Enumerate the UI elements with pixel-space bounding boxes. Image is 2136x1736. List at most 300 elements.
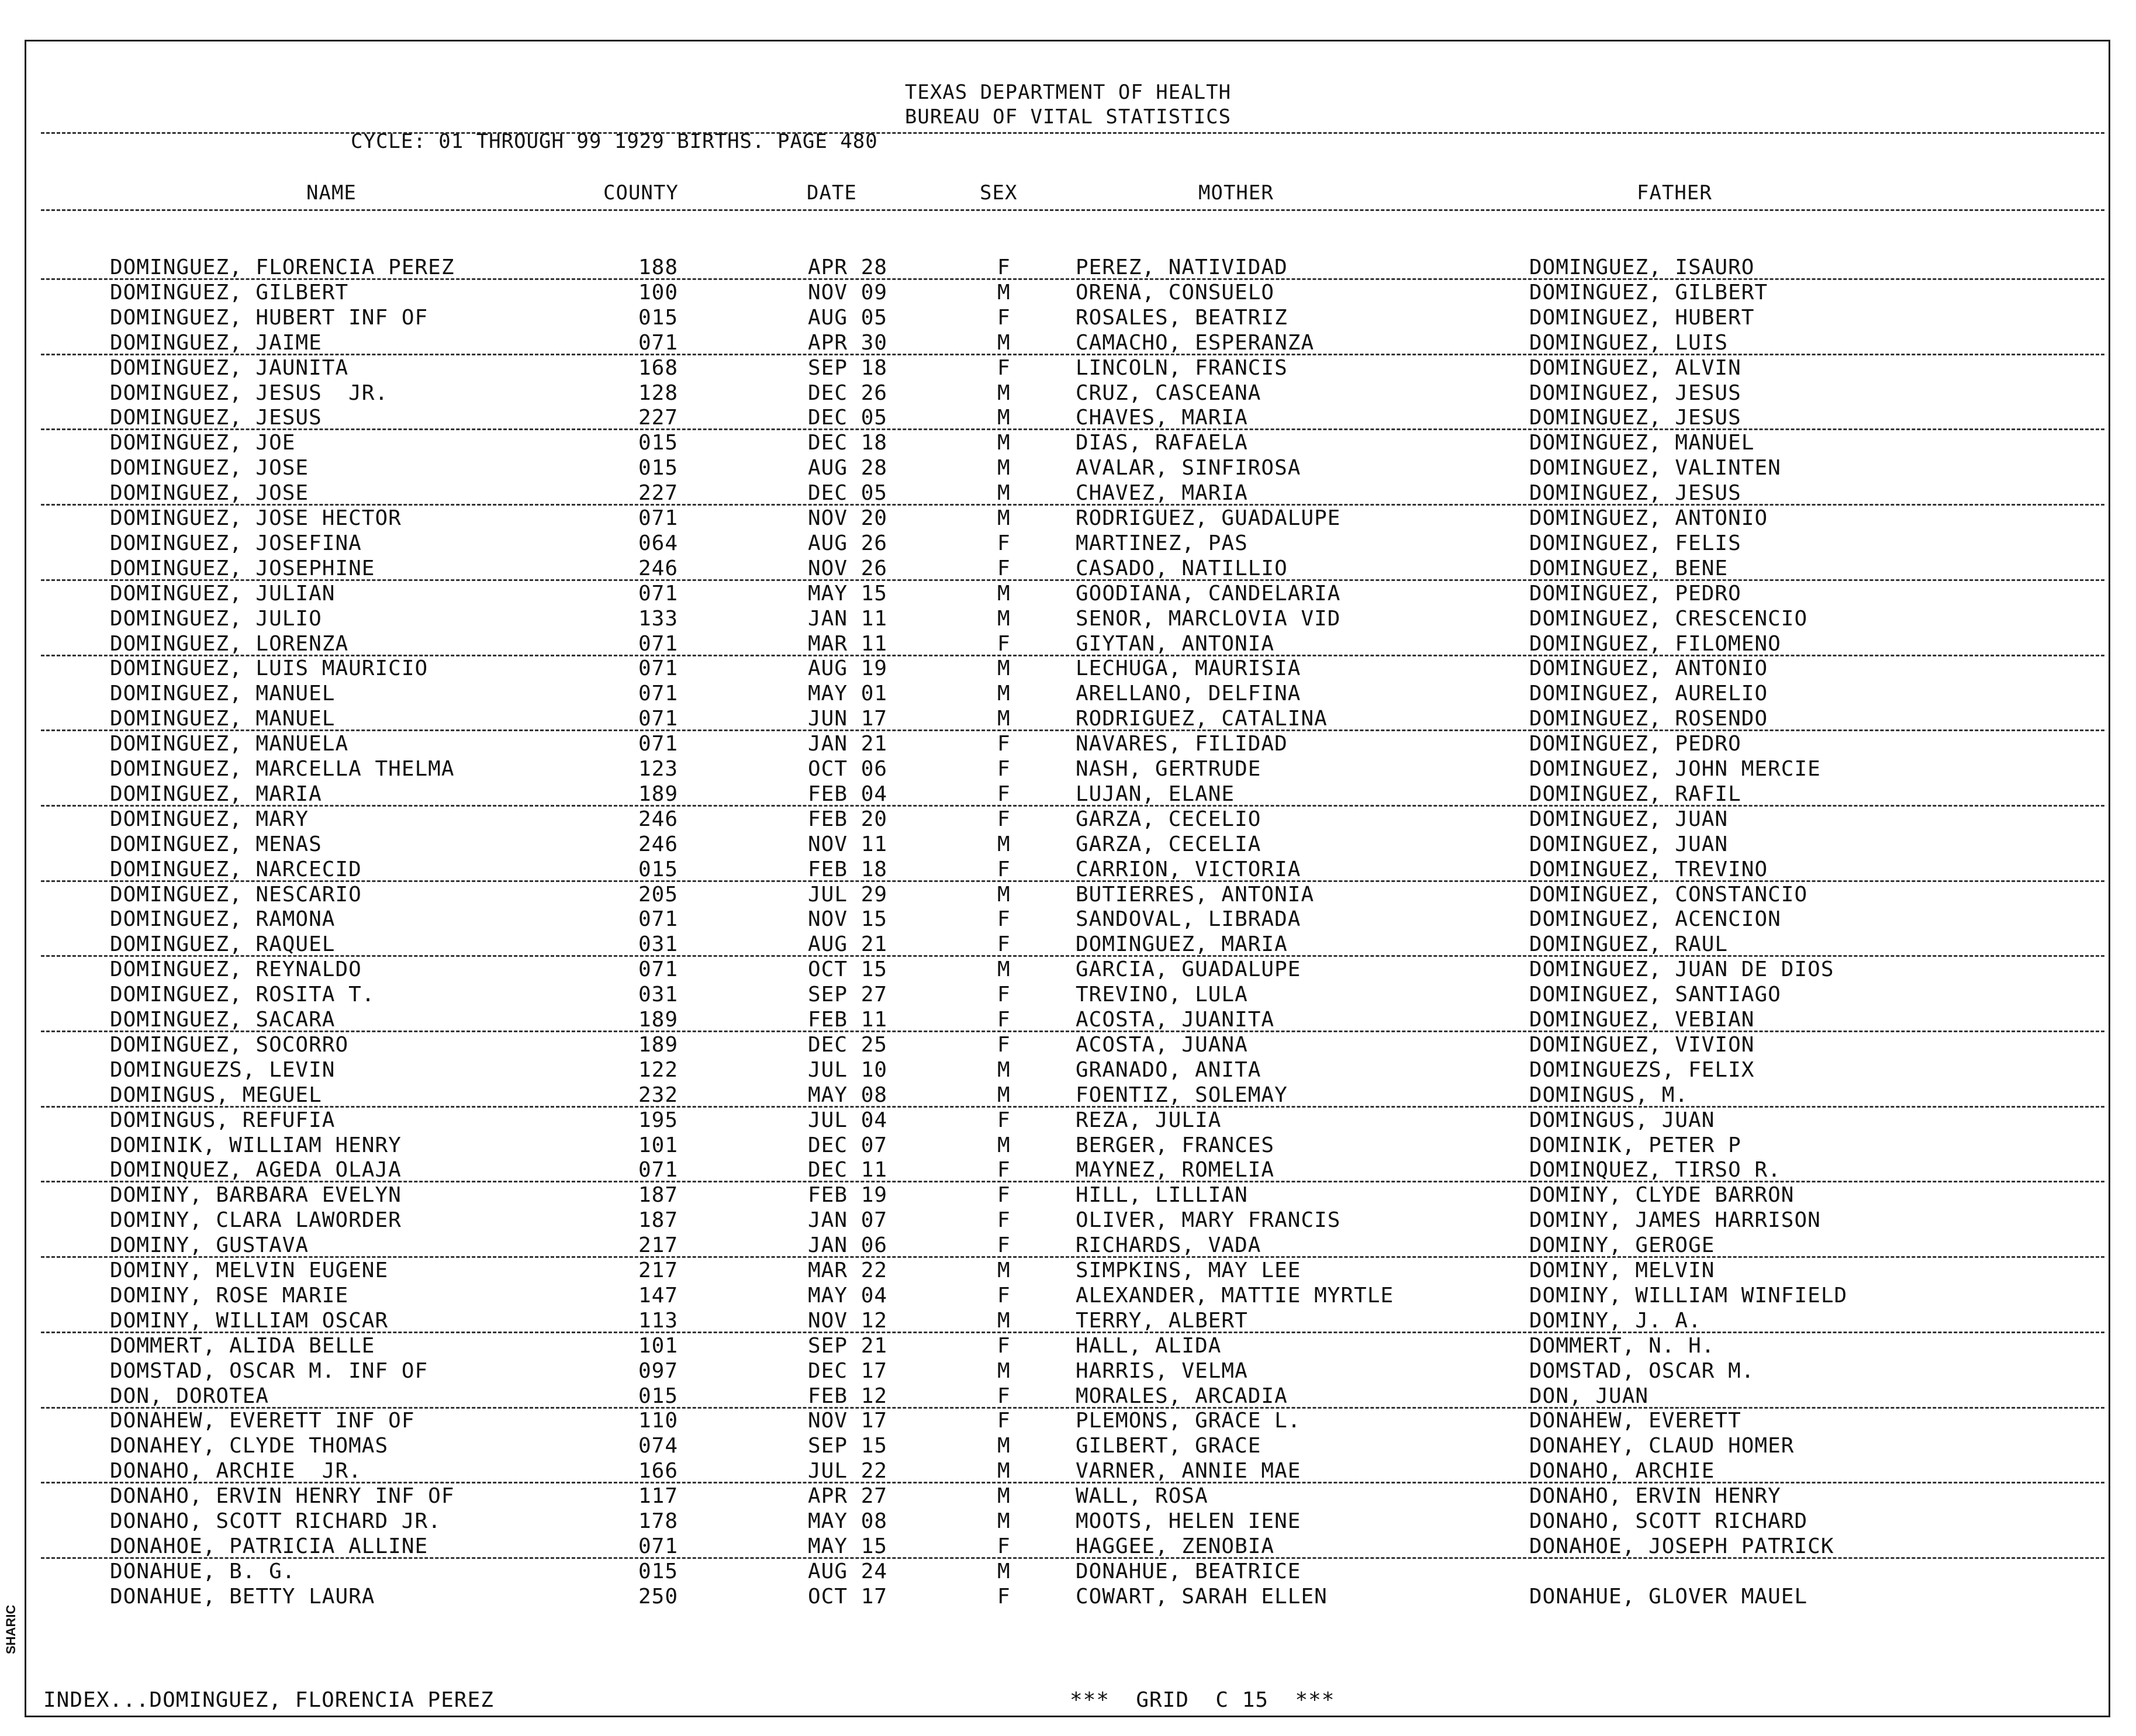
record-date: AUG 05 (808, 305, 888, 330)
record-county: 178 (638, 1509, 679, 1533)
record-mother: CHAVEZ, MARIA (1076, 481, 1248, 506)
record-sex: F (997, 932, 1011, 957)
row-group-rule (41, 354, 2104, 355)
record-date: JAN 21 (808, 732, 888, 756)
record-sex: M (997, 957, 1011, 982)
row-group-rule (41, 579, 2104, 581)
record-sex: F (997, 1333, 1011, 1358)
record-name: DOMINGUEZ, MANUELA (110, 732, 349, 756)
record-name: DOMINGUEZ, JOSEFINA (110, 531, 362, 555)
record-date: MAR 11 (808, 631, 888, 656)
record-mother: HILL, LILLIAN (1076, 1183, 1248, 1208)
record-name: DOMINGUEZ, SOCORRO (110, 1032, 349, 1057)
record-father: DONAHO, SCOTT RICHARD (1529, 1509, 1808, 1533)
record-father: DONAHOE, JOSEPH PATRICK (1529, 1534, 1834, 1558)
index-line: INDEX...DOMINGUEZ, FLORENCIA PEREZ (43, 1688, 494, 1712)
record-father: DOMINGUEZ, FELIS (1529, 531, 1741, 555)
record-county: 189 (638, 1032, 679, 1057)
record-name: DOMINGUEZ, JOE (110, 431, 296, 455)
record-county: 015 (638, 1384, 679, 1408)
record-mother: ACOSTA, JUANA (1076, 1032, 1248, 1057)
record-county: 015 (638, 305, 679, 330)
record-mother: CARRION, VICTORIA (1076, 857, 1301, 881)
record-father: DOMINY, GEROGE (1529, 1233, 1715, 1258)
record-sex: F (997, 757, 1011, 781)
record-father: DOMINGUEZ, JESUS (1529, 381, 1741, 405)
record-father: DOMINGUEZ, LUIS (1529, 330, 1729, 355)
record-father: DONAHEY, CLAUD HOMER (1529, 1434, 1795, 1458)
record-name: DOMINGUEZ, JOSEPHINE (110, 556, 375, 580)
record-date: MAY 15 (808, 1534, 888, 1558)
record-mother: RODRIGUEZ, CATALINA (1076, 707, 1328, 731)
record-mother: SENOR, MARCLOVIA VID (1076, 606, 1341, 631)
record-county: 071 (638, 506, 679, 530)
record-father: DOMINGUEZ, JOHN MERCIE (1529, 757, 1821, 781)
record-name: DOMINGUS, REFUFIA (110, 1108, 336, 1132)
col-header-mother: MOTHER (1198, 181, 1274, 205)
record-mother: GOODIANA, CANDELARIA (1076, 581, 1341, 606)
record-mother: LINCOLN, FRANCIS (1076, 355, 1288, 380)
bureau-title: BUREAU OF VITAL STATISTICS (904, 105, 1232, 129)
record-county: 071 (638, 682, 679, 706)
record-father: DONAHO, ARCHIE (1529, 1459, 1715, 1483)
col-header-name: NAME (306, 181, 357, 205)
record-county: 071 (638, 581, 679, 606)
record-county: 031 (638, 932, 679, 957)
record-date: JUL 10 (808, 1057, 888, 1082)
record-sex: M (997, 481, 1011, 506)
record-father: DOMINY, J. A. (1529, 1308, 1702, 1333)
record-father: DOMINGUEZ, FILOMENO (1529, 631, 1781, 656)
record-name: DOMINY, MELVIN EUGENE (110, 1258, 389, 1282)
record-sex: M (997, 381, 1011, 405)
row-group-rule (41, 955, 2104, 957)
record-date: SEP 15 (808, 1434, 888, 1458)
record-mother: HALL, ALIDA (1076, 1333, 1222, 1358)
record-father: DOMINY, CLYDE BARRON (1529, 1183, 1795, 1208)
record-county: 071 (638, 631, 679, 656)
record-mother: DIAS, RAFAELA (1076, 431, 1248, 455)
record-county: 101 (638, 1133, 679, 1157)
record-sex: F (997, 556, 1011, 580)
record-mother: CASADO, NATILLIO (1076, 556, 1288, 580)
row-group-rule (41, 729, 2104, 731)
record-date: NOV 20 (808, 506, 888, 530)
record-name: DOMINGUEZ, MENAS (110, 832, 322, 856)
row-group-rule (41, 1407, 2104, 1409)
record-county: 195 (638, 1108, 679, 1132)
record-sex: M (997, 456, 1011, 480)
record-father: DOMINGUEZ, BENE (1529, 556, 1729, 580)
record-county: 071 (638, 907, 679, 932)
record-date: FEB 11 (808, 1008, 888, 1032)
record-county: 100 (638, 280, 679, 305)
record-sex: M (997, 406, 1011, 430)
record-sex: M (997, 280, 1011, 305)
record-father: DOMINGUEZ, SANTIAGO (1529, 983, 1781, 1007)
grid-reference: *** GRID C 15 *** (1070, 1688, 1335, 1712)
record-name: DONAHO, ARCHIE JR. (110, 1459, 362, 1483)
record-name: DONAHO, SCOTT RICHARD JR. (110, 1509, 441, 1533)
record-name: DOMINGUEZ, NARCECID (110, 857, 362, 881)
record-date: DEC 07 (808, 1133, 888, 1157)
record-name: DOMINGUEZ, HUBERT INF OF (110, 305, 428, 330)
record-sex: F (997, 1208, 1011, 1233)
record-date: JAN 06 (808, 1233, 888, 1258)
record-date: DEC 11 (808, 1158, 888, 1182)
record-father: DOMINGUEZ, JUAN (1529, 832, 1729, 856)
record-mother: MARTINEZ, PAS (1076, 531, 1248, 555)
record-sex: F (997, 1233, 1011, 1258)
record-county: 246 (638, 807, 679, 831)
row-group-rule (41, 805, 2104, 807)
record-sex: F (997, 1384, 1011, 1408)
record-date: NOV 12 (808, 1308, 888, 1333)
record-sex: F (997, 983, 1011, 1007)
record-mother: ORENA, CONSUELO (1076, 280, 1275, 305)
record-county: 071 (638, 656, 679, 681)
record-date: MAY 04 (808, 1283, 888, 1308)
record-date: JUN 17 (808, 707, 888, 731)
record-sex: M (997, 1083, 1011, 1107)
record-name: DONAHO, ERVIN HENRY INF OF (110, 1484, 455, 1509)
record-county: 168 (638, 355, 679, 380)
record-name: DOMINIK, WILLIAM HENRY (110, 1133, 402, 1157)
record-mother: RODRIGUEZ, GUADALUPE (1076, 506, 1341, 530)
record-county: 015 (638, 431, 679, 455)
record-mother: TERRY, ALBERT (1076, 1308, 1248, 1333)
record-sex: F (997, 631, 1011, 656)
record-name: DOMINY, GUSTAVA (110, 1233, 309, 1258)
record-county: 064 (638, 531, 679, 555)
record-date: OCT 15 (808, 957, 888, 982)
record-date: MAY 08 (808, 1509, 888, 1533)
record-sex: F (997, 1158, 1011, 1182)
record-name: DOMINGUEZ, RAMONA (110, 907, 336, 932)
record-name: DONAHUE, B. G. (110, 1559, 296, 1583)
record-father: DOMINGUEZ, AURELIO (1529, 682, 1768, 706)
record-name: DOMINGUEZ, REYNALDO (110, 957, 362, 982)
record-mother: GARZA, CECELIA (1076, 832, 1261, 856)
record-name: DONAHOE, PATRICIA ALLINE (110, 1534, 428, 1558)
record-name: DOMINGUEZ, JAIME (110, 330, 322, 355)
record-date: AUG 19 (808, 656, 888, 681)
record-father: DOMINGUEZ, VALINTEN (1529, 456, 1781, 480)
department-title: TEXAS DEPARTMENT OF HEALTH (904, 81, 1232, 104)
record-county: 123 (638, 757, 679, 781)
record-date: AUG 24 (808, 1559, 888, 1583)
record-county: 217 (638, 1233, 679, 1258)
record-father: DOMINGUS, JUAN (1529, 1108, 1715, 1132)
record-mother: NAVARES, FILIDAD (1076, 732, 1288, 756)
record-date: FEB 18 (808, 857, 888, 881)
record-mother: ARELLANO, DELFINA (1076, 682, 1301, 706)
record-sex: F (997, 807, 1011, 831)
record-sex: M (997, 1308, 1011, 1333)
record-name: DOMINGUEZS, LEVIN (110, 1057, 336, 1082)
record-mother: PEREZ, NATIVIDAD (1076, 255, 1288, 279)
record-mother: SANDOVAL, LIBRADA (1076, 907, 1301, 932)
record-sex: M (997, 1509, 1011, 1533)
record-mother: GILBERT, GRACE (1076, 1434, 1261, 1458)
record-father: DOMINGUEZ, ANTONIO (1529, 656, 1768, 681)
record-county: 074 (638, 1434, 679, 1458)
record-name: DOMINGUEZ, MARY (110, 807, 309, 831)
record-date: APR 27 (808, 1484, 888, 1509)
record-sex: F (997, 255, 1011, 279)
record-sex: M (997, 656, 1011, 681)
record-mother: GARZA, CECELIO (1076, 807, 1261, 831)
row-group-rule (41, 655, 2104, 656)
record-father: DOMMERT, N. H. (1529, 1333, 1715, 1358)
record-sex: F (997, 1283, 1011, 1308)
record-county: 227 (638, 481, 679, 506)
record-mother: LUJAN, ELANE (1076, 781, 1235, 806)
record-sex: M (997, 581, 1011, 606)
record-date: APR 30 (808, 330, 888, 355)
row-group-rule (41, 278, 2104, 280)
record-father: DONAHUE, GLOVER MAUEL (1529, 1584, 1808, 1609)
record-sex: M (997, 606, 1011, 631)
record-sex: M (997, 682, 1011, 706)
record-county: 205 (638, 882, 679, 907)
record-name: DOMINGUEZ, LORENZA (110, 631, 349, 656)
record-date: AUG 26 (808, 531, 888, 555)
record-father: DOMINIK, PETER P (1529, 1133, 1741, 1157)
record-mother: GARCIA, GUADALUPE (1076, 957, 1301, 982)
record-county: 187 (638, 1183, 679, 1208)
record-father: DONAHO, ERVIN HENRY (1529, 1484, 1781, 1509)
record-date: OCT 17 (808, 1584, 888, 1609)
record-county: 110 (638, 1409, 679, 1433)
record-date: NOV 17 (808, 1409, 888, 1433)
record-sex: F (997, 781, 1011, 806)
record-name: DOMINY, ROSE MARIE (110, 1283, 349, 1308)
record-sex: F (997, 1584, 1011, 1609)
record-name: DONAHEW, EVERETT INF OF (110, 1409, 415, 1433)
record-sex: M (997, 1434, 1011, 1458)
record-sex: F (997, 857, 1011, 881)
record-mother: DOMINGUEZ, MARIA (1076, 932, 1288, 957)
record-name: DOMINGUEZ, JULIAN (110, 581, 336, 606)
record-name: DOMMERT, ALIDA BELLE (110, 1333, 375, 1358)
record-county: 031 (638, 983, 679, 1007)
record-sex: M (997, 1459, 1011, 1483)
record-sex: M (997, 1484, 1011, 1509)
record-mother: GRANADO, ANITA (1076, 1057, 1261, 1082)
record-county: 128 (638, 381, 679, 405)
record-mother: TREVINO, LULA (1076, 983, 1248, 1007)
record-father: DOMINY, WILLIAM WINFIELD (1529, 1283, 1848, 1308)
record-date: SEP 21 (808, 1333, 888, 1358)
record-mother: SIMPKINS, MAY LEE (1076, 1258, 1301, 1282)
record-mother: RICHARDS, VADA (1076, 1233, 1261, 1258)
record-mother: ROSALES, BEATRIZ (1076, 305, 1288, 330)
record-father: DOMINGUEZ, ALVIN (1529, 355, 1741, 380)
record-mother: CAMACHO, ESPERANZA (1076, 330, 1315, 355)
record-father: DOMINGUEZ, ISAURO (1529, 255, 1755, 279)
record-county: 113 (638, 1308, 679, 1333)
row-group-rule (41, 504, 2104, 506)
record-father: DOMSTAD, OSCAR M. (1529, 1358, 1755, 1383)
row-group-rule (41, 1332, 2104, 1333)
record-county: 097 (638, 1358, 679, 1383)
record-sex: M (997, 1358, 1011, 1383)
record-date: NOV 11 (808, 832, 888, 856)
record-sex: M (997, 330, 1011, 355)
record-county: 071 (638, 1158, 679, 1182)
record-father: DOMINGUEZ, RAFIL (1529, 781, 1741, 806)
record-county: 187 (638, 1208, 679, 1233)
record-sex: F (997, 305, 1011, 330)
row-group-rule (41, 1181, 2104, 1182)
col-header-county: COUNTY (603, 181, 679, 205)
record-county: 166 (638, 1459, 679, 1483)
record-mother: MORALES, ARCADIA (1076, 1384, 1288, 1408)
record-sex: F (997, 732, 1011, 756)
record-county: 232 (638, 1083, 679, 1107)
record-mother: CRUZ, CASCEANA (1076, 381, 1261, 405)
record-name: DOMINGUEZ, JESUS JR. (110, 381, 389, 405)
record-county: 101 (638, 1333, 679, 1358)
record-name: DOMINGUEZ, MARCELLA THELMA (110, 757, 455, 781)
row-group-rule (41, 1256, 2104, 1258)
record-county: 071 (638, 732, 679, 756)
record-mother: DONAHUE, BEATRICE (1076, 1559, 1301, 1583)
record-sex: F (997, 1032, 1011, 1057)
record-sex: F (997, 1108, 1011, 1132)
record-county: 188 (638, 255, 679, 279)
record-name: DOMINY, WILLIAM OSCAR (110, 1308, 389, 1333)
record-sex: M (997, 1057, 1011, 1082)
row-group-rule (41, 880, 2104, 882)
record-mother: MOOTS, HELEN IENE (1076, 1509, 1301, 1533)
record-sex: M (997, 707, 1011, 731)
record-father: DOMINY, MELVIN (1529, 1258, 1715, 1282)
col-header-father: FATHER (1637, 181, 1712, 205)
record-mother: COWART, SARAH ELLEN (1076, 1584, 1328, 1609)
record-father: DOMINGUEZ, VEBIAN (1529, 1008, 1755, 1032)
record-county: 071 (638, 957, 679, 982)
record-father: DOMINGUEZ, ROSENDO (1529, 707, 1768, 731)
side-label: SHARIC (4, 1604, 18, 1654)
record-county: 246 (638, 556, 679, 580)
record-date: AUG 21 (808, 932, 888, 957)
record-date: FEB 20 (808, 807, 888, 831)
record-county: 015 (638, 1559, 679, 1583)
cycle-info: CYCLE: 01 THROUGH 99 1929 BIRTHS. PAGE 480 (351, 130, 878, 153)
record-mother: REZA, JULIA (1076, 1108, 1222, 1132)
record-sex: F (997, 355, 1011, 380)
record-county: 250 (638, 1584, 679, 1609)
record-date: APR 28 (808, 255, 888, 279)
record-county: 015 (638, 857, 679, 881)
record-father: DOMINQUEZ, TIRSO R. (1529, 1158, 1781, 1182)
record-father: DON, JUAN (1529, 1384, 1649, 1408)
record-date: OCT 06 (808, 757, 888, 781)
record-sex: F (997, 1409, 1011, 1433)
record-father: DOMINGUEZ, MANUEL (1529, 431, 1755, 455)
record-date: NOV 26 (808, 556, 888, 580)
record-father: DOMINGUEZ, CONSTANCIO (1529, 882, 1808, 907)
row-group-rule (41, 1482, 2104, 1483)
row-group-rule (41, 1106, 2104, 1108)
record-date: FEB 04 (808, 781, 888, 806)
record-father: DONAHEW, EVERETT (1529, 1409, 1741, 1433)
record-mother: CHAVES, MARIA (1076, 406, 1248, 430)
record-name: DOMINGUEZ, GILBERT (110, 280, 349, 305)
record-name: DOMINGUEZ, JOSE (110, 456, 309, 480)
record-date: NOV 15 (808, 907, 888, 932)
record-date: JUL 22 (808, 1459, 888, 1483)
record-mother: MAYNEZ, ROMELIA (1076, 1158, 1275, 1182)
record-mother: FOENTIZ, SOLEMAY (1076, 1083, 1288, 1107)
record-sex: F (997, 1183, 1011, 1208)
record-name: DOMINGUEZ, NESCARIO (110, 882, 362, 907)
record-mother: AVALAR, SINFIROSA (1076, 456, 1301, 480)
record-county: 189 (638, 781, 679, 806)
record-father: DOMINGUEZ, HUBERT (1529, 305, 1755, 330)
row-group-rule (41, 1030, 2104, 1032)
record-date: FEB 19 (808, 1183, 888, 1208)
record-name: DOMINGUEZ, RAQUEL (110, 932, 336, 957)
record-father: DOMINY, JAMES HARRISON (1529, 1208, 1821, 1233)
record-county: 147 (638, 1283, 679, 1308)
record-date: JUL 29 (808, 882, 888, 907)
record-sex: M (997, 832, 1011, 856)
record-county: 015 (638, 456, 679, 480)
record-mother: NASH, GERTRUDE (1076, 757, 1261, 781)
record-county: 189 (638, 1008, 679, 1032)
record-name: DOMINGUEZ, ROSITA T. (110, 983, 375, 1007)
record-name: DOMINGUS, MEGUEL (110, 1083, 322, 1107)
col-header-sex: SEX (980, 181, 1018, 205)
record-father: DOMINGUEZS, FELIX (1529, 1057, 1755, 1082)
row-group-rule (41, 428, 2104, 430)
record-date: MAY 01 (808, 682, 888, 706)
record-sex: F (997, 1534, 1011, 1558)
record-date: JUL 04 (808, 1108, 888, 1132)
record-name: DON, DOROTEA (110, 1384, 269, 1408)
record-father: DOMINGUEZ, PEDRO (1529, 581, 1741, 606)
record-name: DOMINGUEZ, JAUNITA (110, 355, 349, 380)
record-father: DOMINGUEZ, JESUS (1529, 481, 1741, 506)
column-header-rule (41, 209, 2104, 211)
record-father: DOMINGUEZ, VIVION (1529, 1032, 1755, 1057)
record-name: DOMINY, BARBARA EVELYN (110, 1183, 402, 1208)
record-date: MAR 22 (808, 1258, 888, 1282)
record-county: 217 (638, 1258, 679, 1282)
record-date: DEC 18 (808, 431, 888, 455)
record-date: MAY 08 (808, 1083, 888, 1107)
record-father: DOMINGUEZ, ANTONIO (1529, 506, 1768, 530)
record-name: DOMINGUEZ, MARIA (110, 781, 322, 806)
record-date: JAN 11 (808, 606, 888, 631)
record-sex: F (997, 531, 1011, 555)
record-father: DOMINGUEZ, JUAN (1529, 807, 1729, 831)
record-name: DOMSTAD, OSCAR M. INF OF (110, 1358, 428, 1383)
record-mother: ACOSTA, JUANITA (1076, 1008, 1275, 1032)
col-header-date: DATE (807, 181, 857, 205)
record-father: DOMINGUEZ, JUAN DE DIOS (1529, 957, 1834, 982)
record-name: DOMINGUEZ, MANUEL (110, 682, 336, 706)
record-mother: OLIVER, MARY FRANCIS (1076, 1208, 1341, 1233)
record-date: MAY 15 (808, 581, 888, 606)
record-county: 133 (638, 606, 679, 631)
record-mother: PLEMONS, GRACE L. (1076, 1409, 1301, 1433)
record-county: 071 (638, 707, 679, 731)
record-sex: M (997, 1559, 1011, 1583)
